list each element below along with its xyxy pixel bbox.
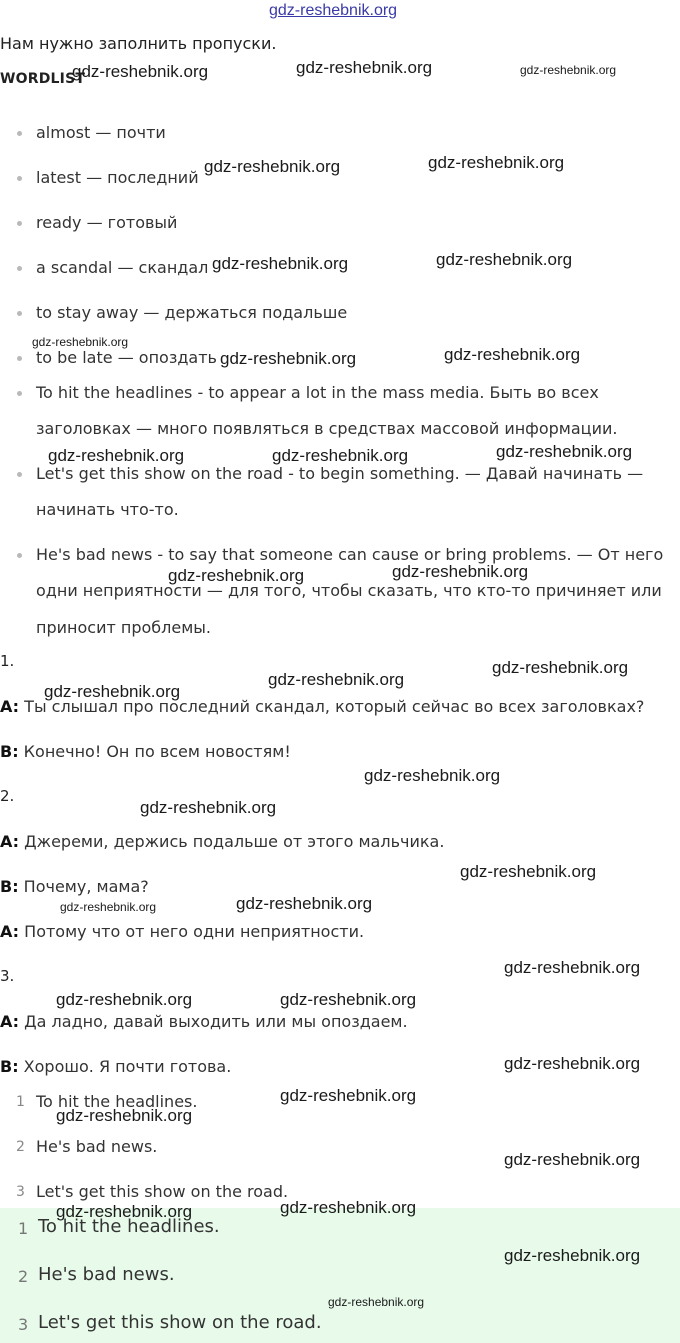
speaker-label: A: xyxy=(0,832,20,851)
answer-number: 3 xyxy=(16,1184,25,1200)
watermark: gdz-reshebnik.org xyxy=(436,250,573,269)
bullet-icon xyxy=(17,176,22,181)
watermark: gdz-reshebnik.org xyxy=(280,990,417,1009)
bullet-icon xyxy=(17,391,22,396)
intro-text: Нам нужно заполнить пропуски. xyxy=(0,34,277,53)
dialogue-line xyxy=(0,832,444,851)
watermark: gdz-reshebnik.org xyxy=(460,862,597,881)
line-text: Да ладно, давай выходить или мы опоздаем. xyxy=(19,1012,408,1031)
wordlist-heading: WORDLIST xyxy=(0,71,86,87)
watermark: gdz-reshebnik.org xyxy=(504,1150,641,1169)
watermark: gdz-reshebnik.org xyxy=(444,345,581,364)
word-text-line: He's bad news - to say that someone can cause or bring problems. — От него xyxy=(36,545,664,564)
line-text: Джереми, держись подальше от этого мальчика. xyxy=(19,832,445,851)
answer-number: 2 xyxy=(16,1139,25,1155)
dialogue-line xyxy=(0,1012,408,1031)
dialogue-line xyxy=(0,877,149,896)
answer-text: Let's get this show on the road. xyxy=(36,1182,289,1201)
word-text-line: одни неприятности — для того, чтобы сказать, что кто-то причиняет или xyxy=(36,581,662,600)
word-text: ready — готовый xyxy=(36,213,178,232)
bullet-icon xyxy=(17,311,22,316)
answer-text: To hit the headlines. xyxy=(36,1092,198,1111)
speaker-label: A: xyxy=(0,1012,20,1031)
answer-number: 1 xyxy=(18,1219,29,1238)
dialogue-line xyxy=(0,1057,231,1076)
watermark: gdz-reshebnik.org xyxy=(392,562,529,581)
bullet-icon xyxy=(17,553,22,558)
speaker-label: B: xyxy=(0,877,19,896)
watermark-header: gdz-reshebnik.org xyxy=(269,2,398,19)
watermark: gdz-reshebnik.org xyxy=(236,894,373,913)
dialogue-line xyxy=(0,922,364,941)
watermark: gdz-reshebnik.org xyxy=(44,682,181,701)
watermark: gdz-reshebnik.org xyxy=(140,798,277,817)
word-text-line: заголовках — много появляться в средствах массовой информации. xyxy=(36,419,618,438)
watermark: gdz-reshebnik.org xyxy=(364,766,501,785)
line-text: Хорошо. Я почти готова. xyxy=(18,1057,232,1076)
watermark: gdz-reshebnik.org xyxy=(168,566,305,585)
answer-text: Let's get this show on the road. xyxy=(38,1312,322,1333)
watermark: gdz-reshebnik.org xyxy=(56,1106,193,1125)
speaker-label: B: xyxy=(0,1057,19,1076)
dialogue-line xyxy=(0,742,291,761)
line-text: Ты слышал про последний скандал, который сейчас во всех заголовках? xyxy=(19,697,645,716)
watermark: gdz-reshebnik.org xyxy=(280,1198,417,1217)
watermark: gdz-reshebnik.org xyxy=(60,900,157,914)
watermark: gdz-reshebnik.org xyxy=(272,446,409,465)
speaker-label: A: xyxy=(0,922,20,941)
speaker-label: B: xyxy=(0,742,19,761)
speaker-label: A: xyxy=(0,697,20,716)
answer-text: To hit the headlines. xyxy=(38,1216,220,1237)
answer-number: 1 xyxy=(16,1094,25,1110)
word-text-line: To hit the headlines - to appear a lot in the mass media. Быть во всех xyxy=(36,383,599,402)
watermark: gdz-reshebnik.org xyxy=(204,157,341,176)
watermark: gdz-reshebnik.org xyxy=(268,670,405,689)
bullet-icon xyxy=(17,356,22,361)
dialogue-number: 2. xyxy=(0,787,15,805)
watermark: gdz-reshebnik.org xyxy=(328,1295,425,1309)
word-text-line: приносит проблемы. xyxy=(36,618,211,637)
bullet-icon xyxy=(17,266,22,271)
word-text: a scandal — скандал xyxy=(36,258,209,277)
answer-text: He's bad news. xyxy=(36,1137,158,1156)
answer-number: 2 xyxy=(18,1267,29,1286)
line-text: Почему, мама? xyxy=(18,877,149,896)
word-text: latest — последний xyxy=(36,168,199,187)
word-text-line: начинать что-то. xyxy=(36,500,179,519)
watermark: gdz-reshebnik.org xyxy=(72,62,209,81)
watermark: gdz-reshebnik.org xyxy=(220,349,357,368)
line-text: Конечно! Он по всем новостям! xyxy=(18,742,291,761)
word-text: to be late — опоздать xyxy=(36,348,217,367)
answer-number: 3 xyxy=(18,1315,29,1334)
bullet-icon xyxy=(17,131,22,136)
watermark: gdz-reshebnik.org xyxy=(496,442,633,461)
word-text: almost — почти xyxy=(36,123,166,142)
watermark: gdz-reshebnik.org xyxy=(212,254,349,273)
word-text-line: Let's get this show on the road - to begin something. — Давай начинать — xyxy=(36,464,644,483)
watermark: gdz-reshebnik.org xyxy=(504,958,641,977)
watermark: gdz-reshebnik.org xyxy=(56,990,193,1009)
watermark: gdz-reshebnik.org xyxy=(280,1086,417,1105)
watermark: gdz-reshebnik.org xyxy=(296,58,433,77)
watermark: gdz-reshebnik.org xyxy=(504,1246,641,1265)
line-text: Потому что от него одни неприятности. xyxy=(19,922,365,941)
dialogue-number: 3. xyxy=(0,967,15,985)
watermark: gdz-reshebnik.org xyxy=(428,153,565,172)
watermark: gdz-reshebnik.org xyxy=(520,63,617,77)
answer-text: He's bad news. xyxy=(38,1264,175,1285)
bullet-icon xyxy=(17,472,22,477)
bullet-icon xyxy=(17,221,22,226)
word-text: to stay away — держаться подальше xyxy=(36,303,348,322)
watermark: gdz-reshebnik.org xyxy=(32,335,129,349)
watermark: gdz-reshebnik.org xyxy=(56,1202,193,1221)
watermark: gdz-reshebnik.org xyxy=(48,446,185,465)
dialogue-number: 1. xyxy=(0,652,15,670)
watermark: gdz-reshebnik.org xyxy=(504,1054,641,1073)
watermark: gdz-reshebnik.org xyxy=(492,658,629,677)
